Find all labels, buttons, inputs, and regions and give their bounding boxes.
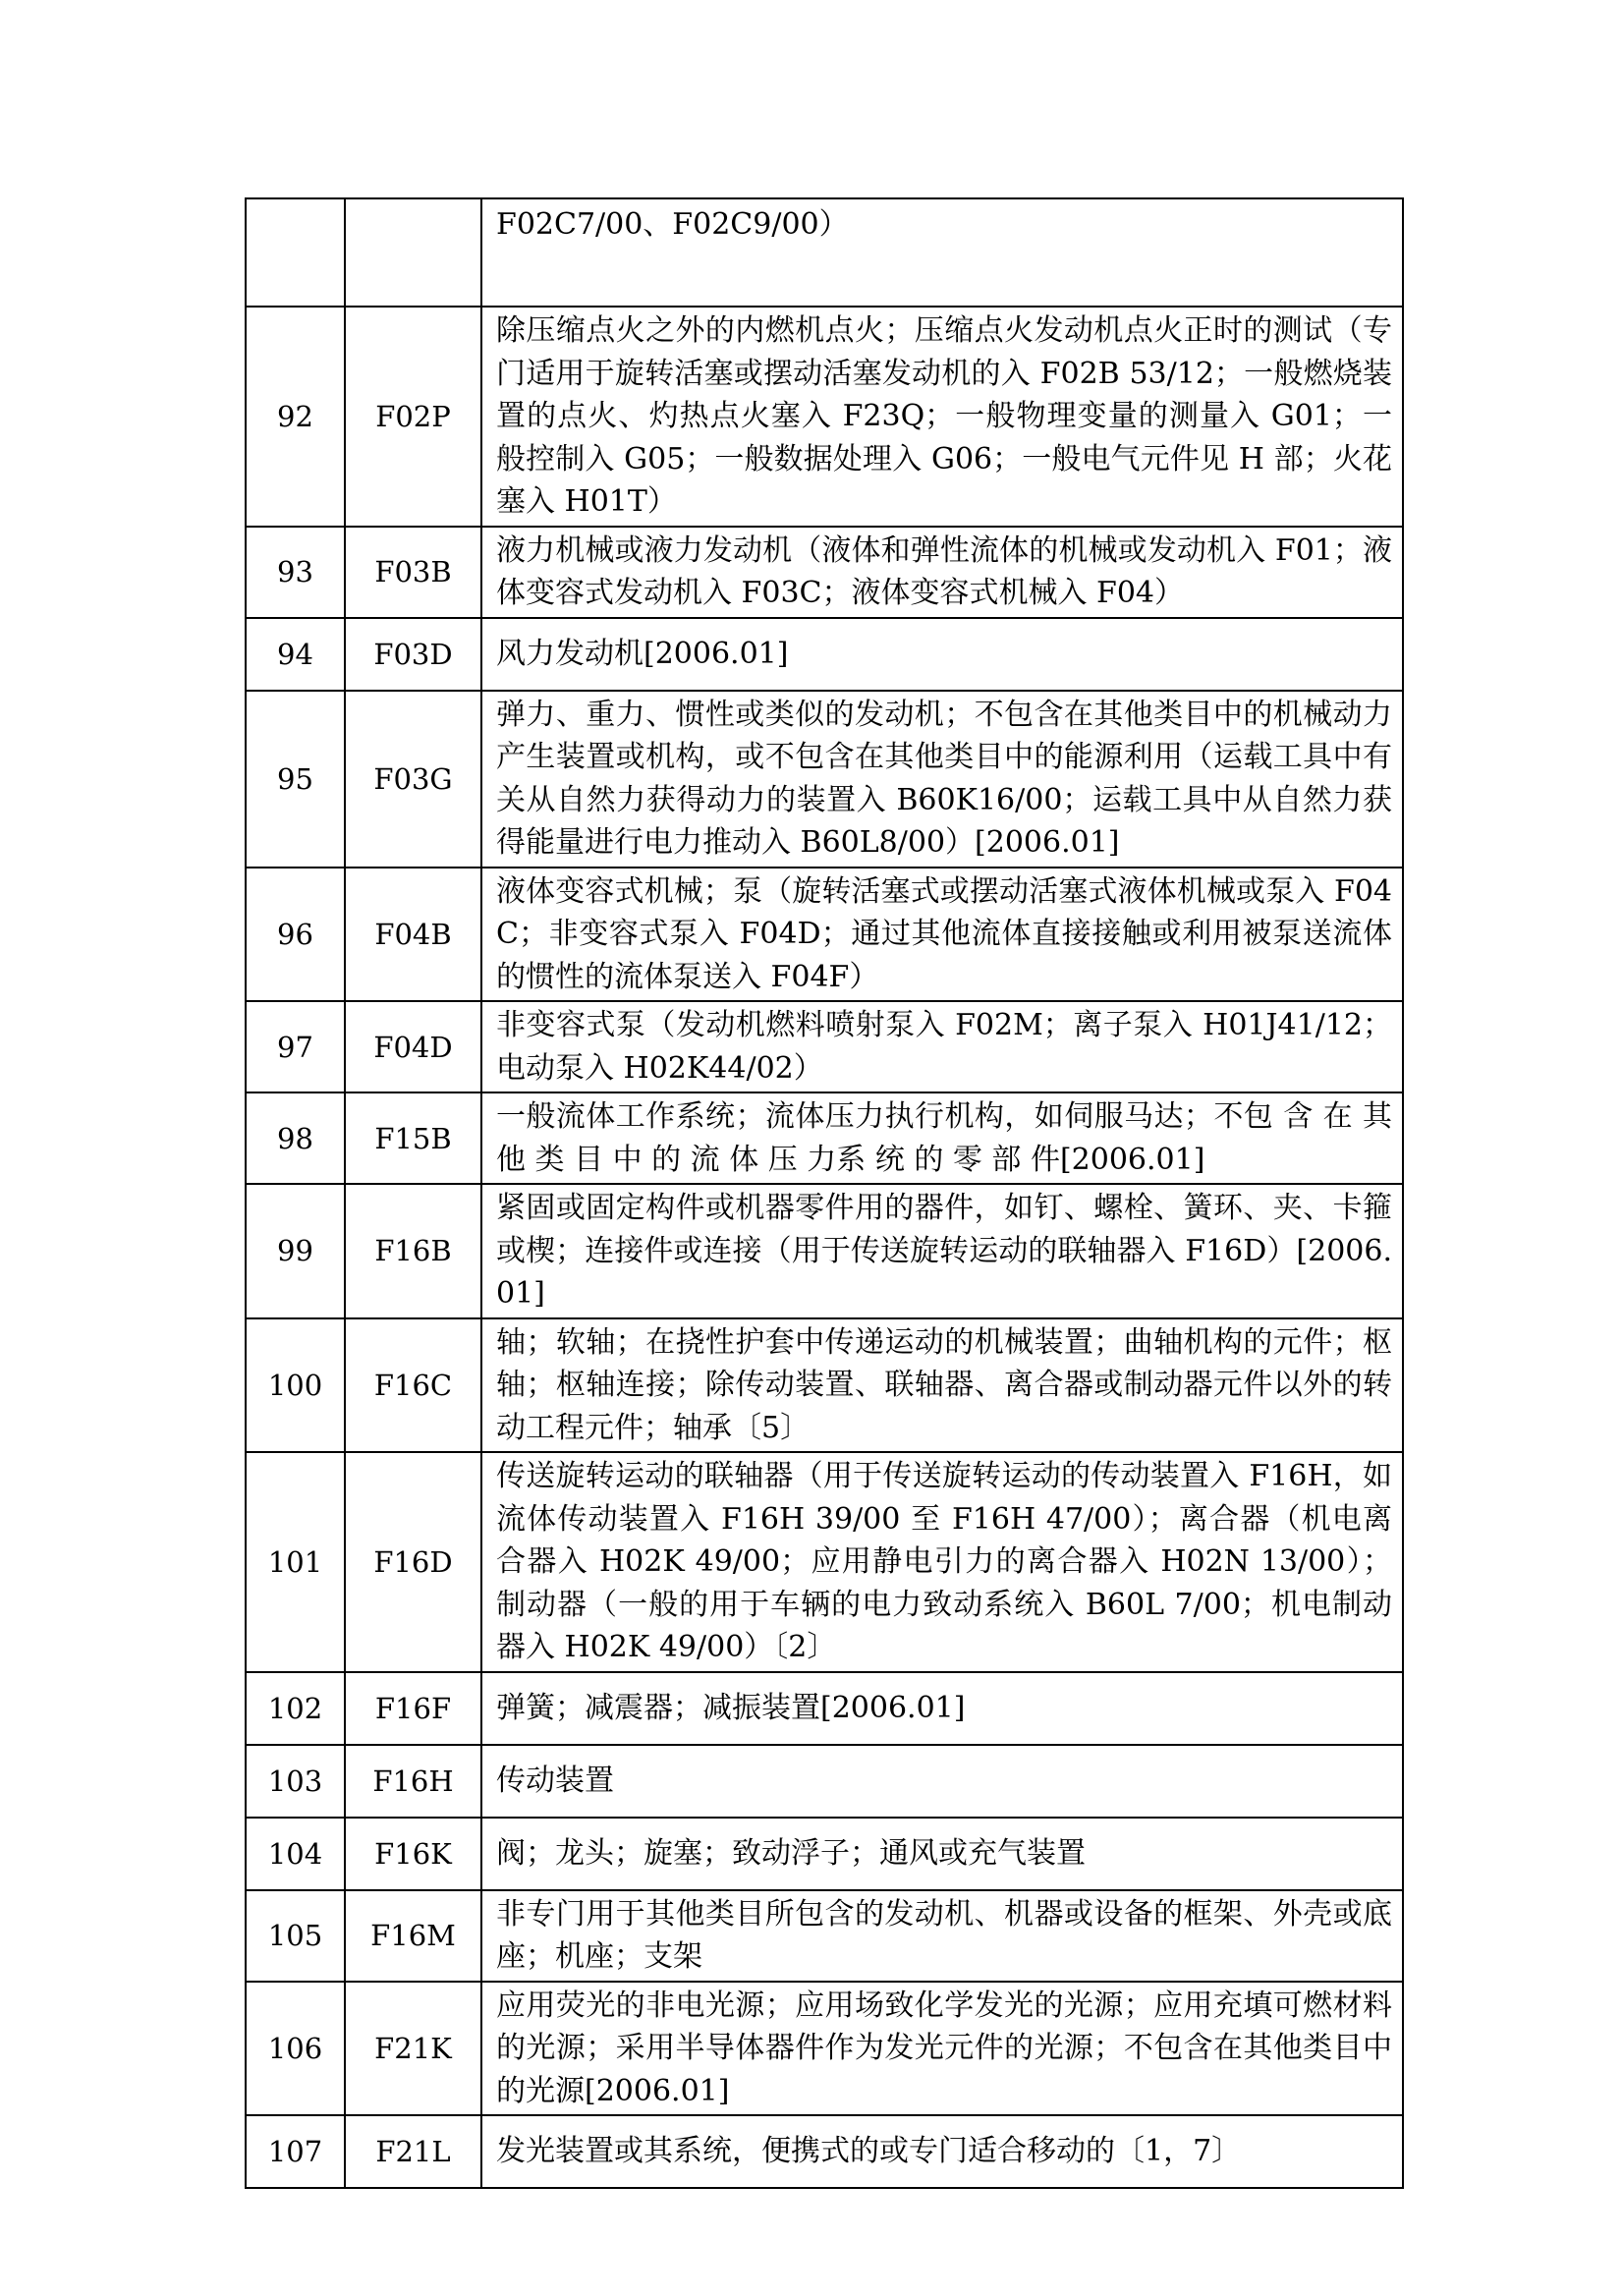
row-number: 98 bbox=[246, 1092, 345, 1184]
table-row bbox=[246, 1818, 1403, 1890]
table-row bbox=[246, 1184, 1403, 1318]
class-description: 液力机械或液力发动机（液体和弹性流体的机械或发动机入 F01；液体变容式发动机入 F03C；液体变容式机械入 F04） bbox=[481, 527, 1403, 618]
class-code: F16F bbox=[345, 1672, 481, 1745]
table-row bbox=[246, 1452, 1403, 1672]
class-code: F03G bbox=[345, 691, 481, 868]
table-row bbox=[246, 307, 1403, 527]
table-row bbox=[246, 691, 1403, 868]
class-description: 紧固或固定构件或机器零件用的器件，如钉、螺栓、簧环、夹、卡箍或楔；连接件或连接（用于传送旋转运动的联轴器入 F16D）[2006.01] bbox=[481, 1184, 1403, 1318]
class-description: 应用荧光的非电光源；应用场致化学发光的光源；应用充填可燃材料的光源；采用半导体器件作为发光元件的光源；不包含在其他类目中的光源[2006.01] bbox=[481, 1982, 1403, 2116]
class-description: 阀；龙头；旋塞；致动浮子；通风或充气装置 bbox=[481, 1818, 1403, 1890]
table-row bbox=[246, 1982, 1403, 2116]
class-description: 非专门用于其他类目所包含的发动机、机器或设备的框架、外壳或底座；机座；支架 bbox=[481, 1890, 1403, 1982]
class-code: F16K bbox=[345, 1818, 481, 1890]
class-code: F04D bbox=[345, 1001, 481, 1092]
row-number: 92 bbox=[246, 307, 345, 527]
row-number: 94 bbox=[246, 618, 345, 691]
row-number: 104 bbox=[246, 1818, 345, 1890]
class-code: F16M bbox=[345, 1890, 481, 1982]
table-row bbox=[246, 868, 1403, 1002]
row-number bbox=[246, 198, 345, 307]
class-description: 发光装置或其系统，便携式的或专门适合移动的〔1，7〕 bbox=[481, 2115, 1403, 2188]
class-code: F04B bbox=[345, 868, 481, 1002]
row-number: 103 bbox=[246, 1745, 345, 1818]
table-row bbox=[246, 1001, 1403, 1092]
row-number: 105 bbox=[246, 1890, 345, 1982]
class-code: F03B bbox=[345, 527, 481, 618]
classification-table bbox=[245, 197, 1404, 2189]
class-code: F15B bbox=[345, 1092, 481, 1184]
class-code: F21K bbox=[345, 1982, 481, 2116]
table-row bbox=[246, 1092, 1403, 1184]
row-number: 101 bbox=[246, 1452, 345, 1672]
class-code bbox=[345, 198, 481, 307]
class-description: 风力发动机[2006.01] bbox=[481, 618, 1403, 691]
class-description: 液体变容式机械；泵（旋转活塞式或摆动活塞式液体机械或泵入 F04C；非变容式泵入 F04D；通过其他流体直接接触或利用被泵送流体的惯性的流体泵送入 F04F） bbox=[481, 868, 1403, 1002]
class-code: F16C bbox=[345, 1318, 481, 1453]
class-description: F02C7/00、F02C9/00） bbox=[481, 198, 1403, 307]
table-row bbox=[246, 1890, 1403, 1982]
class-code: F03D bbox=[345, 618, 481, 691]
row-number: 93 bbox=[246, 527, 345, 618]
table-row bbox=[246, 1318, 1403, 1453]
table-row bbox=[246, 2115, 1403, 2188]
row-number: 106 bbox=[246, 1982, 345, 2116]
class-code: F21L bbox=[345, 2115, 481, 2188]
class-code: F16D bbox=[345, 1452, 481, 1672]
class-code: F16B bbox=[345, 1184, 481, 1318]
row-number: 107 bbox=[246, 2115, 345, 2188]
table-row bbox=[246, 527, 1403, 618]
table-row bbox=[246, 198, 1403, 307]
row-number: 99 bbox=[246, 1184, 345, 1318]
class-code: F02P bbox=[345, 307, 481, 527]
row-number: 96 bbox=[246, 868, 345, 1002]
class-description: 弹簧；减震器；减振装置[2006.01] bbox=[481, 1672, 1403, 1745]
row-number: 102 bbox=[246, 1672, 345, 1745]
row-number: 100 bbox=[246, 1318, 345, 1453]
table-row bbox=[246, 1745, 1403, 1818]
row-number: 97 bbox=[246, 1001, 345, 1092]
class-description: 非变容式泵（发动机燃料喷射泵入 F02M；离子泵入 H01J41/12；电动泵入 H02K44/02） bbox=[481, 1001, 1403, 1092]
class-description: 弹力、重力、惯性或类似的发动机；不包含在其他类目中的机械动力产生装置或机构，或不包含在其他类目中的能源利用（运载工具中有关从自然力获得动力的装置入 B60K16/00；运载工具中从自然力获得能量进行电力推动入 B60L8/00）[2006.01] bbox=[481, 691, 1403, 868]
table-row bbox=[246, 1672, 1403, 1745]
class-description: 传动装置 bbox=[481, 1745, 1403, 1818]
class-code: F16H bbox=[345, 1745, 481, 1818]
class-description: 轴；软轴；在挠性护套中传递运动的机械装置；曲轴机构的元件；枢轴；枢轴连接；除传动装置、联轴器、离合器或制动器元件以外的转动工程元件；轴承〔5〕 bbox=[481, 1318, 1403, 1453]
class-description: 一般流体工作系统；流体压力执行机构，如伺服马达；不包 含 在 其他 类 目 中 的 流 体 压 力系 统 的 零 部 件[2006.01] bbox=[481, 1092, 1403, 1184]
table-row bbox=[246, 618, 1403, 691]
row-number: 95 bbox=[246, 691, 345, 868]
class-description: 除压缩点火之外的内燃机点火；压缩点火发动机点火正时的测试（专门适用于旋转活塞或摆动活塞发动机的入 F02B 53/12；一般燃烧装置的点火、灼热点火塞入 F23Q；一般物理变量的测量入 G01；一般控制入 G05；一般数据处理入 G06；一般电气元件见 H 部；火花塞入 H01T） bbox=[481, 307, 1403, 527]
class-description: 传送旋转运动的联轴器（用于传送旋转运动的传动装置入 F16H，如流体传动装置入 F16H 39/00 至 F16H 47/00）；离合器（机电离合器入 H02K 49/00；应用静电引力的离合器入 H02N 13/00）；制动器（一般的用于车辆的电力致动系统入 B60L 7/00；机电制动器入 H02K 49/00）〔2〕 bbox=[481, 1452, 1403, 1672]
